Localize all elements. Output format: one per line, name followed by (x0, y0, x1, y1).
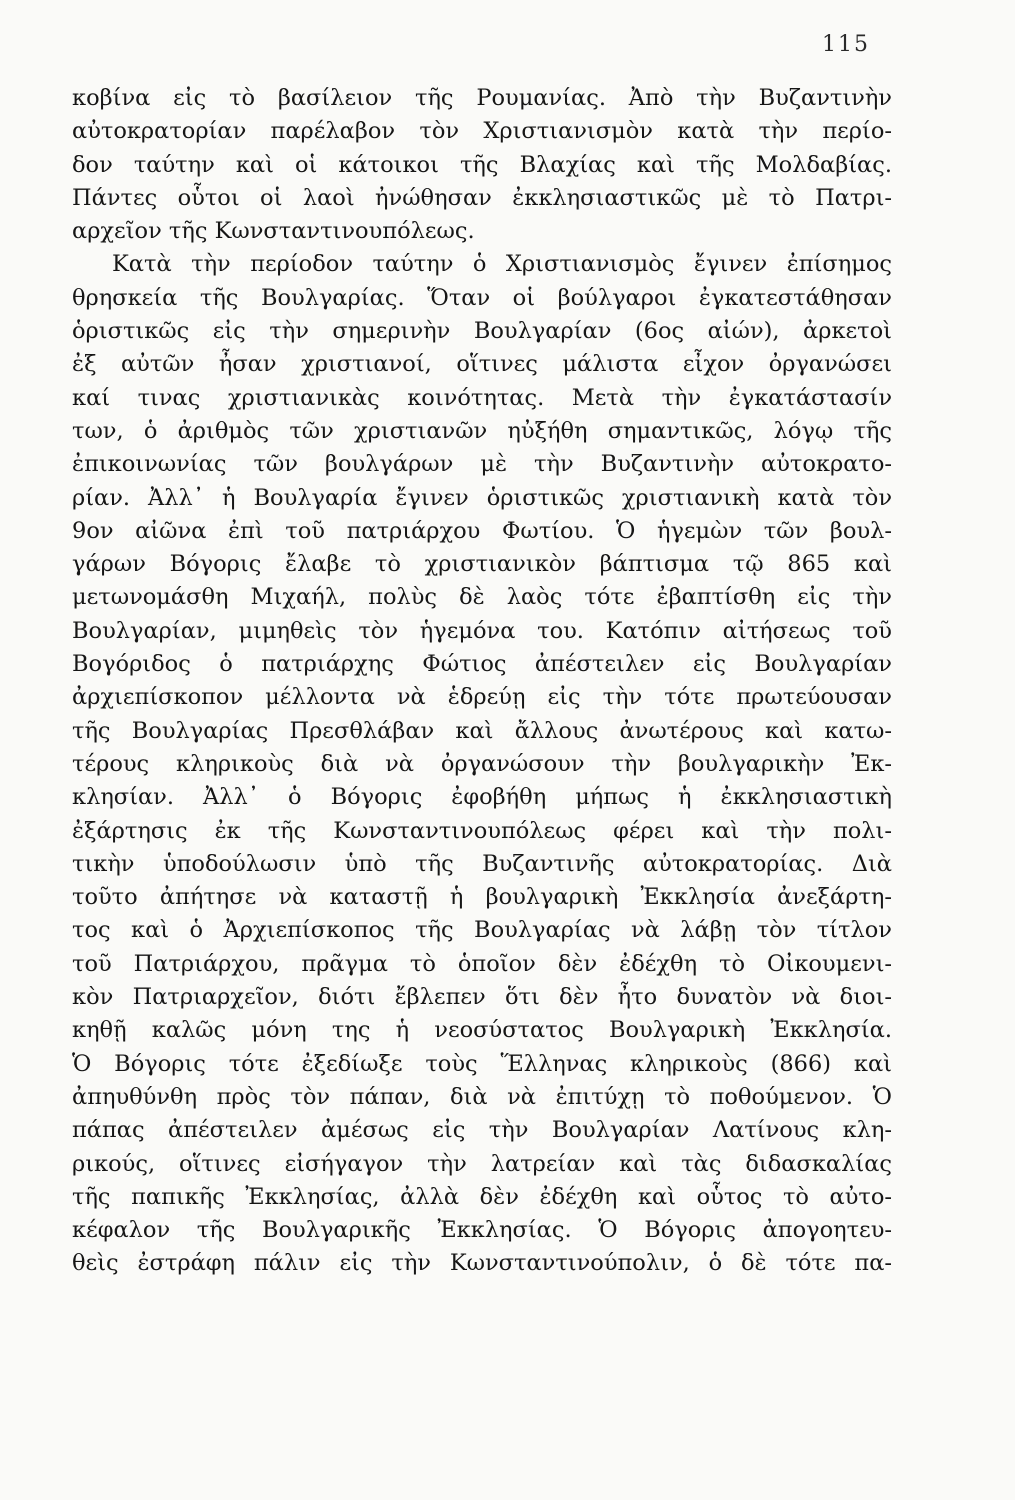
text-line: θεὶς ἐστράφη πάλιν εἰς τὴν Κωνσταντινούπολιν, ὁ δὲ τότε πα- (72, 1250, 892, 1277)
text-line: ἀπηυθύνθη πρὸς τὸν πάπαν, διὰ νὰ ἐπιτύχῃ τὸ ποθούμενον. Ὁ (72, 1083, 892, 1110)
text-line: κηθῇ καλῶς μόνη της ἡ νεοσύστατος Βουλγαρικὴ Ἐκκλησία. (72, 1017, 892, 1044)
text-line: κοβίνα εἰς τὸ βασίλειον τῆς Ρουμανίας. Ἀπὸ τὴν Βυζαντινὴν (72, 85, 892, 111)
text-line: ἐξ αὐτῶν ἦσαν χριστιανοί, οἵτινες μάλιστα εἶχον ὀργανώσει (72, 351, 892, 378)
text-line: δον ταύτην καὶ οἱ κάτοικοι τῆς Βλαχίας καὶ τῆς Μολδαβίας. (72, 151, 892, 178)
text-line: Βογόριδος ὁ πατριάρχης Φώτιος ἀπέστειλεν εἰς Βουλγαρίαν (72, 651, 892, 678)
text-line: τικὴν ὑποδούλωσιν ὑπὸ τῆς Βυζαντινῆς αὐτοκρατορίας. Διὰ (72, 850, 892, 877)
text-line: αὐτοκρατορίαν παρέλαβον τὸν Χριστιανισμὸν κατὰ τὴν περίο- (72, 118, 892, 145)
text-line: ἐξάρτησις ἐκ τῆς Κωνσταντινουπόλεως φέρει καὶ τὴν πολι- (72, 817, 892, 844)
text-line: Κατὰ τὴν περίοδον ταύτην ὁ Χριστιανισμὸς ἔγινεν ἐπίσημος (112, 251, 892, 278)
text-line: αρχεῖον τῆς Κωνσταντινουπόλεως. (72, 218, 475, 245)
text-line: ρίαν. Ἀλλ᾽ ἡ Βουλγαρία ἔγινεν ὁριστικῶς χριστιανικὴ κατὰ τὸν (72, 484, 892, 511)
text-line: Ὁ Βόγορις τότε ἐξεδίωξε τοὺς Ἕλληνας κληρικοὺς (866) καὶ (72, 1050, 892, 1077)
text-line: τῆς παπικῆς Ἐκκλησίας, ἀλλὰ δὲν ἐδέχθη καὶ οὗτος τὸ αὐτο- (72, 1183, 892, 1210)
text-line: τοῦ Πατριάρχου, πρᾶγμα τὸ ὁποῖον δὲν ἐδέχθη τὸ Οἰκουμενι- (72, 950, 892, 977)
text-line: ρικούς, οἵτινες εἰσήγαγον τὴν λατρείαν καὶ τὰς διδασκαλίας (72, 1150, 892, 1177)
text-line: τέρους κληρικοὺς διὰ νὰ ὀργανώσουν τὴν βουλγαρικὴν Ἐκ- (72, 750, 892, 777)
page-number: 115 (822, 32, 870, 57)
text-line: ἀρχιεπίσκοπον μέλλοντα νὰ ἑδρεύῃ εἰς τὴν τότε πρωτεύουσαν (72, 684, 892, 711)
text-line: γάρων Βόγορις ἔλαβε τὸ χριστιανικὸν βάπτισμα τῷ 865 καὶ (72, 551, 892, 578)
text-line: κλησίαν. Ἀλλ᾽ ὁ Βόγορις ἐφοβήθη μήπως ἡ ἐκκλησιαστικὴ (72, 784, 892, 811)
text-line: καί τινας χριστιανικὰς κοινότητας. Μετὰ τὴν ἐγκατάστασίν (72, 384, 892, 411)
body-text (72, 82, 892, 1281)
text-line: ὁριστικῶς εἰς τὴν σημερινὴν Βουλγαρίαν (6ος αἰών), ἀρκετοὶ (72, 318, 892, 345)
text-line: τος καὶ ὁ Ἀρχιεπίσκοπος τῆς Βουλγαρίας νὰ λάβῃ τὸν τίτλον (72, 917, 892, 944)
text-line: θρησκεία τῆς Βουλγαρίας. Ὅταν οἱ βούλγαροι ἐγκατεστάθησαν (72, 284, 892, 311)
text-line: πάπας ἀπέστειλεν ἀμέσως εἰς τὴν Βουλγαρίαν Λατίνους κλη- (72, 1117, 892, 1144)
text-line: κὸν Πατριαρχεῖον, διότι ἔβλεπεν ὅτι δὲν ἦτο δυνατὸν νὰ διοι- (72, 984, 892, 1011)
text-line: 9ον αἰῶνα ἐπὶ τοῦ πατριάρχου Φωτίου. Ὁ ἡγεμὼν τῶν βουλ- (72, 517, 892, 544)
text-line: μετωνομάσθη Μιχαήλ, πολὺς δὲ λαὸς τότε ἐβαπτίσθη εἰς τὴν (72, 584, 892, 611)
text-line: τοῦτο ἀπήτησε νὰ καταστῇ ἡ βουλγαρικὴ Ἐκκλησία ἀνεξάρτη- (72, 884, 892, 911)
text-line: Πάντες οὗτοι οἱ λαοὶ ἠνώθησαν ἐκκλησιαστικῶς μὲ τὸ Πατρι- (72, 184, 892, 211)
text-line: Βουλγαρίαν, μιμηθεὶς τὸν ἡγεμόνα του. Κατόπιν αἰτήσεως τοῦ (72, 617, 892, 644)
text-line: τῆς Βουλγαρίας Πρεσθλάβαν καὶ ἄλλους ἀνωτέρους καὶ κατω- (72, 717, 892, 744)
text-line: των, ὁ ἀριθμὸς τῶν χριστιανῶν ηὐξήθη σημαντικῶς, λόγῳ τῆς (72, 417, 892, 444)
text-line: ἐπικοινωνίας τῶν βουλγάρων μὲ τὴν Βυζαντινὴν αὐτοκρατο- (72, 451, 892, 478)
text-line: κέφαλον τῆς Βουλγαρικῆς Ἐκκλησίας. Ὁ Βόγορις ἀπογοητευ- (72, 1217, 892, 1244)
